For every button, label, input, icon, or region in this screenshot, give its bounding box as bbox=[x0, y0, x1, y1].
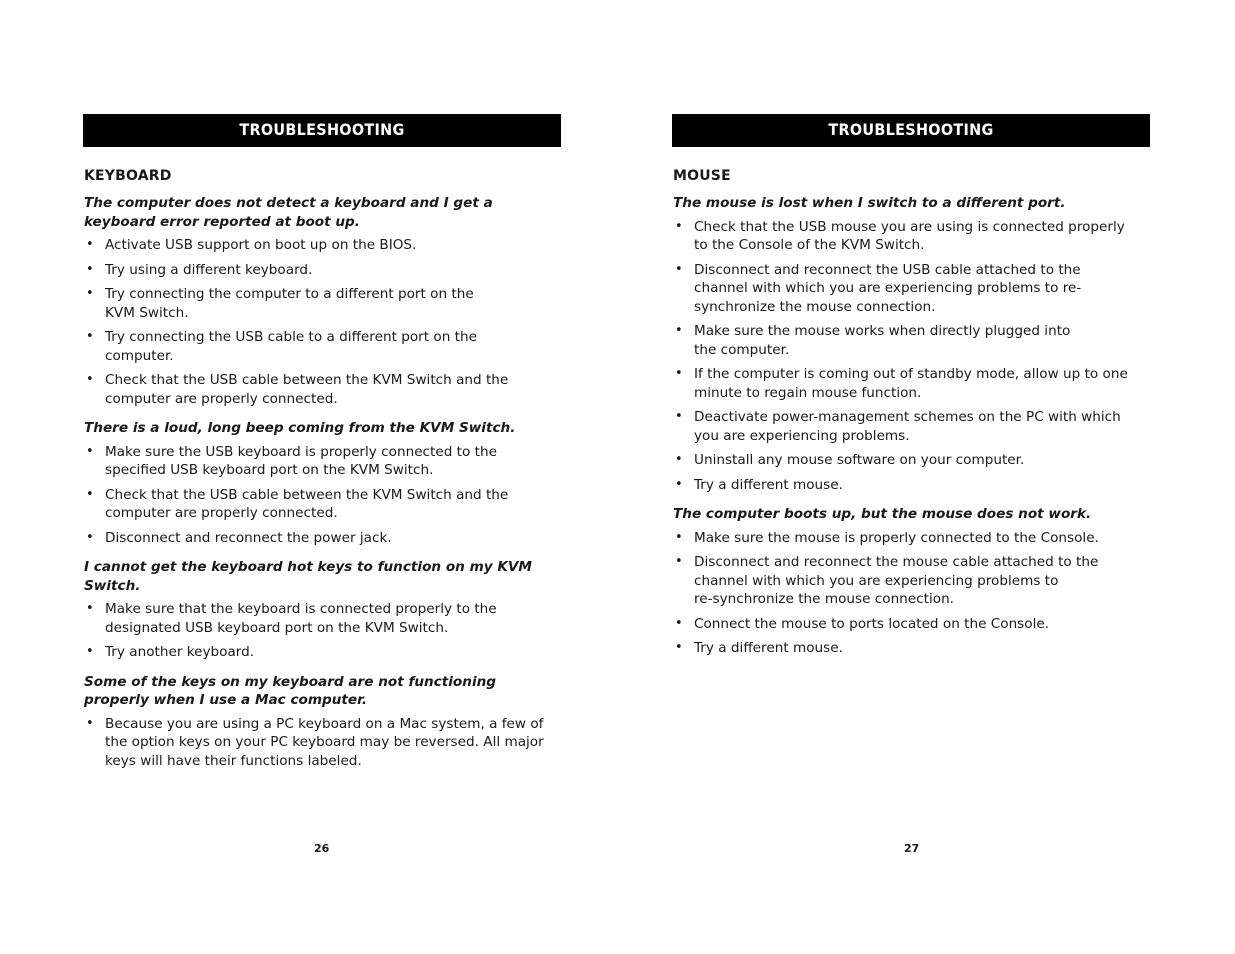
answer-text: Check that the USB cable between the KVM Switch and the computer are properly connected. bbox=[105, 486, 509, 521]
bullet-icon: • bbox=[86, 286, 94, 301]
bullet-icon: • bbox=[675, 409, 683, 424]
list-item bbox=[83, 715, 547, 771]
right-page bbox=[672, 114, 1150, 664]
list-item bbox=[672, 476, 1136, 495]
answer-text: Try connecting the computer to a different port on the KVM Switch. bbox=[105, 286, 474, 321]
list-item bbox=[672, 553, 1136, 609]
list-item bbox=[672, 218, 1136, 255]
bullet-icon: • bbox=[675, 476, 683, 492]
list-item bbox=[83, 443, 547, 480]
list-item bbox=[672, 408, 1136, 445]
page-banner: TROUBLESHOOTING bbox=[672, 114, 1150, 147]
qa-list bbox=[83, 194, 561, 770]
bullet-icon: • bbox=[86, 372, 94, 387]
answer-text: Make sure the mouse is properly connected to the Console. bbox=[694, 529, 1099, 546]
answer-list bbox=[672, 529, 1150, 658]
answer-list bbox=[83, 715, 561, 771]
list-item bbox=[83, 285, 547, 322]
answer-text: Make sure that the keyboard is connected properly to the designated USB keyboard port on the KVM Switch. bbox=[105, 601, 497, 636]
troubleshooting-question: There is a loud, long beep coming from the KVM Switch. bbox=[84, 420, 516, 436]
answer-text: Deactivate power-management schemes on the PC with which you are experiencing problems. bbox=[694, 409, 1121, 444]
list-item bbox=[83, 371, 547, 408]
answer-text: Disconnect and reconnect the power jack. bbox=[105, 529, 392, 546]
list-item bbox=[672, 451, 1136, 470]
bullet-icon: • bbox=[86, 644, 94, 659]
answer-list bbox=[672, 218, 1150, 495]
bullet-icon: • bbox=[86, 529, 94, 545]
bullet-icon: • bbox=[675, 261, 683, 277]
answer-list bbox=[83, 443, 561, 548]
list-item bbox=[672, 639, 1136, 658]
bullet-icon: • bbox=[86, 237, 94, 252]
list-item bbox=[672, 615, 1136, 634]
answer-text: Try another keyboard. bbox=[105, 644, 255, 660]
answer-list bbox=[83, 236, 561, 408]
bullet-icon: • bbox=[675, 452, 683, 467]
bullet-icon: • bbox=[86, 261, 94, 277]
answer-text: Connect the mouse to ports located on the Console. bbox=[694, 615, 1050, 632]
bullet-icon: • bbox=[675, 218, 683, 234]
bullet-icon: • bbox=[675, 529, 683, 545]
bullet-icon: • bbox=[86, 715, 94, 731]
section-heading-keyboard: KEYBOARD bbox=[84, 168, 172, 184]
answer-text: Because you are using a PC keyboard on a Mac system, a few of the option keys on your PC keyboard may be reversed. All major keys will have their functions labeled. bbox=[105, 715, 544, 769]
answer-text: Try using a different keyboard. bbox=[105, 261, 313, 278]
troubleshooting-question: The computer does not detect a keyboard and I get a keyboard error reported at boot up. bbox=[84, 195, 493, 230]
answer-text: Check that the USB mouse you are using is connected properly to the Console of the KVM Switch. bbox=[694, 218, 1125, 253]
list-item bbox=[83, 236, 547, 255]
bullet-icon: • bbox=[86, 486, 94, 502]
answer-text: Make sure the USB keyboard is properly connected to the specified USB keyboard port on the KVM Switch. bbox=[105, 443, 497, 478]
answer-text: Uninstall any mouse software on your computer. bbox=[694, 452, 1025, 468]
bullet-icon: • bbox=[86, 443, 94, 459]
list-item bbox=[672, 261, 1136, 317]
troubleshooting-question: The computer boots up, but the mouse does not work. bbox=[673, 506, 1092, 522]
answer-text: Try a different mouse. bbox=[694, 476, 843, 493]
answer-text: Try connecting the USB cable to a different port on the computer. bbox=[105, 329, 477, 364]
answer-text: Try a different mouse. bbox=[694, 640, 843, 656]
bullet-icon: • bbox=[86, 601, 94, 616]
list-item bbox=[672, 365, 1136, 402]
bullet-icon: • bbox=[675, 615, 683, 631]
page-banner: TROUBLESHOOTING bbox=[83, 114, 561, 147]
bullet-icon: • bbox=[675, 554, 683, 569]
troubleshooting-question: I cannot get the keyboard hot keys to function on my KVM Switch. bbox=[84, 559, 532, 594]
list-item bbox=[83, 261, 547, 280]
bullet-icon: • bbox=[675, 640, 683, 655]
answer-text: Disconnect and reconnect the mouse cable attached to the channel with which you are experiencing problems to re-synchronize the mouse connection. bbox=[694, 554, 1099, 607]
answer-text: Disconnect and reconnect the USB cable attached to the channel with which you are experiencing problems to re-synchronize the mouse connection. bbox=[694, 261, 1082, 315]
list-item bbox=[83, 529, 547, 548]
troubleshooting-question: The mouse is lost when I switch to a different port. bbox=[673, 195, 1066, 211]
page-number: 26 bbox=[314, 842, 330, 855]
list-item bbox=[83, 328, 547, 365]
bullet-icon: • bbox=[86, 329, 94, 344]
answer-text: Check that the USB cable between the KVM Switch and the computer are properly connected. bbox=[105, 372, 509, 407]
bullet-icon: • bbox=[675, 323, 683, 338]
answer-text: If the computer is coming out of standby mode, allow up to one minute to regain mouse function. bbox=[694, 366, 1128, 401]
qa-list bbox=[672, 194, 1150, 658]
page-number: 27 bbox=[904, 842, 920, 855]
section-heading-mouse: MOUSE bbox=[673, 168, 731, 184]
list-item bbox=[672, 322, 1136, 359]
list-item bbox=[83, 600, 547, 637]
answer-text: Make sure the mouse works when directly plugged into the computer. bbox=[694, 323, 1071, 358]
list-item bbox=[83, 486, 547, 523]
list-item bbox=[83, 643, 547, 662]
list-item bbox=[672, 529, 1136, 548]
answer-list bbox=[83, 600, 561, 662]
troubleshooting-question: Some of the keys on my keyboard are not functioning properly when I use a Mac computer. bbox=[84, 673, 497, 708]
bullet-icon: • bbox=[675, 366, 683, 381]
left-page bbox=[83, 114, 561, 776]
answer-text: Activate USB support on boot up on the BIOS. bbox=[105, 237, 417, 253]
